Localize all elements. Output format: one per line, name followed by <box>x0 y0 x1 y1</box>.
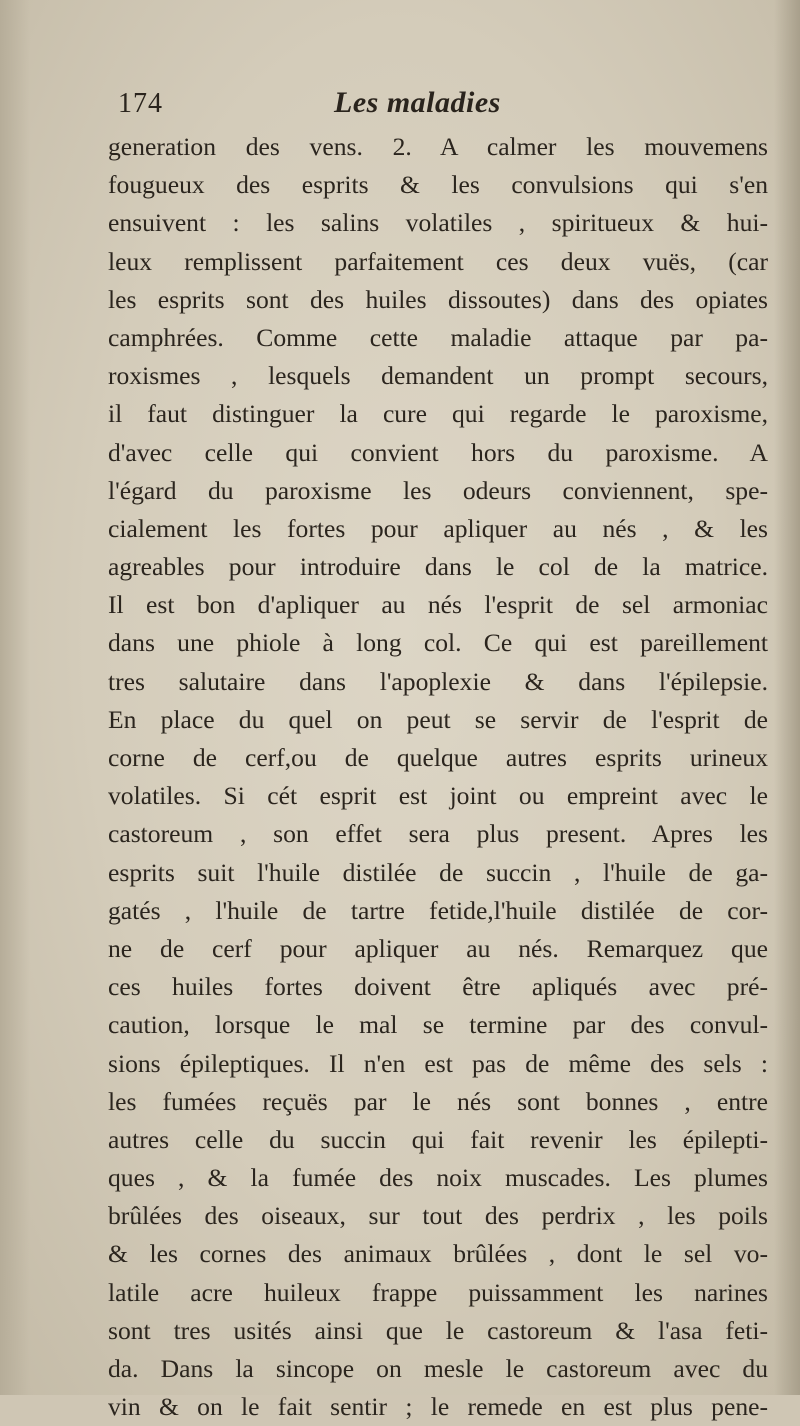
text-line: vin & on le fait sentir ; le remede en est plus pene- <box>108 1392 768 1422</box>
text-line: les esprits sont des huiles dissoutes) dans des opiates <box>108 284 768 314</box>
text-line: esprits suit l'huile distilée de succin , l'huile de ga- <box>108 857 768 887</box>
text-line: castoreum , son effet sera plus present. Apres les <box>108 819 768 849</box>
text-line: les fumées reçuës par le nés sont bonnes , entre <box>108 1086 768 1116</box>
text-line: En place du quel on peut se servir de l'esprit de <box>108 704 768 734</box>
text-line: leux remplissent parfaitement ces deux vuës, (car <box>108 246 768 276</box>
running-title: Les maladies <box>334 86 501 119</box>
text-line: fougueux des esprits & les convulsions qui s'en <box>108 170 768 200</box>
text-line: dans une phiole à long col. Ce qui est pareillement <box>108 628 768 658</box>
text-line: ne de cerf pour apliquer au nés. Remarquez que <box>108 933 768 963</box>
text-line: tres salutaire dans l'apoplexie & dans l'épilepsie. <box>108 666 768 696</box>
page-header <box>118 86 768 130</box>
text-line: Il est bon d'apliquer au nés l'esprit de sel armoniac <box>108 590 768 620</box>
text-line: camphrées. Comme cette maladie attaque par pa- <box>108 322 768 352</box>
text-line: sont tres usités ainsi que le castoreum & l'asa feti- <box>108 1315 768 1345</box>
text-line: brûlées des oiseaux, sur tout des perdrix , les poils <box>108 1201 768 1231</box>
text-line: ques , & la fumée des noix muscades. Les plumes <box>108 1163 768 1193</box>
text-line: d'avec celle qui convient hors du paroxisme. A <box>108 437 768 467</box>
text-line: il faut distinguer la cure qui regarde le paroxisme, <box>108 399 768 429</box>
text-line: cialement les fortes pour apliquer au nés , & les <box>108 513 768 543</box>
body-text <box>108 128 768 1426</box>
text-line: autres celle du succin qui fait revenir les épilepti- <box>108 1124 768 1154</box>
text-line: ces huiles fortes doivent être apliqués avec pré- <box>108 972 768 1002</box>
text-line: caution, lorsque le mal se termine par des convul- <box>108 1010 768 1040</box>
text-line: latile acre huileux frappe puissamment les narines <box>108 1277 768 1307</box>
text-line: generation des vens. 2. A calmer les mouvemens <box>108 132 768 161</box>
page-number: 174 <box>118 88 163 119</box>
text-line: ensuivent : les salins volatiles , spiritueux & hui- <box>108 208 768 238</box>
text-line: da. Dans la sincope on mesle le castoreum avec du <box>108 1354 768 1383</box>
text-line: volatiles. Si cét esprit est joint ou empreint avec le <box>108 781 768 811</box>
text-line: l'égard du paroxisme les odeurs conviennent, spe- <box>108 475 768 505</box>
text-line: agreables pour introduire dans le col de la matrice. <box>108 552 768 582</box>
text-line: & les cornes des animaux brûlées , dont le sel vo- <box>108 1239 768 1269</box>
text-line: gatés , l'huile de tartre fetide,l'huile distilée de cor- <box>108 895 768 925</box>
text-line: roxismes , lesquels demandent un prompt secours, <box>108 361 768 391</box>
text-line: corne de cerf,ou de quelque autres esprits urineux <box>108 743 768 772</box>
text-line: sions épileptiques. Il n'en est pas de même des sels : <box>108 1048 768 1078</box>
